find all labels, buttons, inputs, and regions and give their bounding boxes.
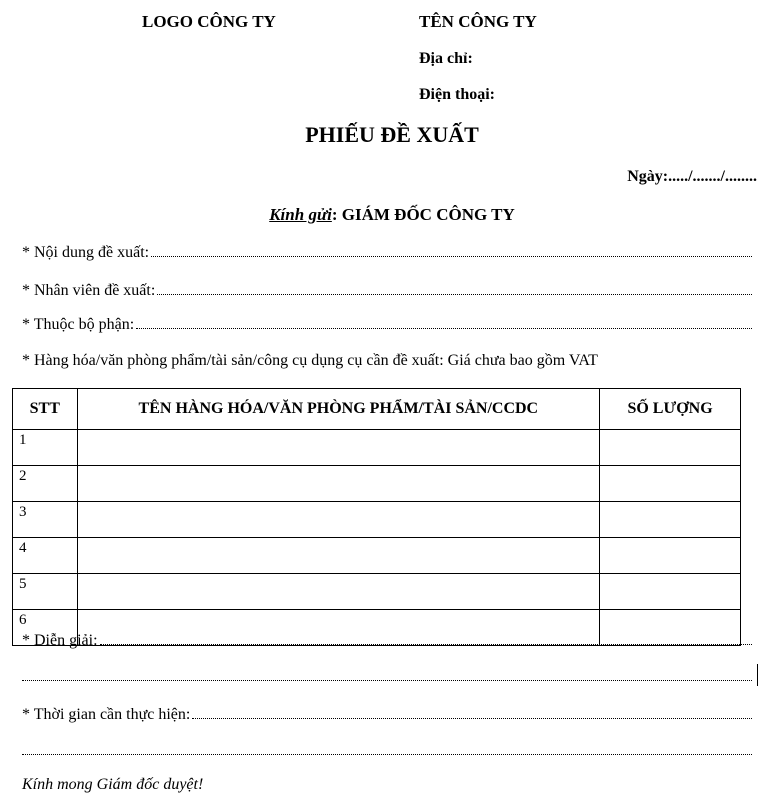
header-item-name: TÊN HÀNG HÓA/VĂN PHÒNG PHẨM/TÀI SẢN/CCDC — [77, 389, 600, 430]
row-number: 3 — [13, 502, 78, 538]
explanation-dotted-line[interactable] — [100, 632, 752, 645]
table-row — [13, 538, 741, 574]
department-field[interactable] — [22, 316, 752, 334]
table-row — [13, 466, 741, 502]
explanation-label: * Diễn giải: — [22, 632, 98, 649]
header-quantity: SỐ LƯỢNG — [600, 389, 741, 430]
items-table — [12, 388, 741, 646]
content-label: * Nội dung đề xuất: — [22, 244, 150, 261]
item-name-cell[interactable] — [77, 430, 600, 466]
salutation — [0, 205, 784, 225]
item-name-cell[interactable] — [77, 466, 600, 502]
quantity-cell[interactable] — [600, 430, 741, 466]
time-dotted-line-2[interactable] — [22, 742, 752, 755]
row-number: 5 — [13, 574, 78, 610]
time-field[interactable] — [22, 706, 752, 724]
employee-field[interactable] — [22, 282, 752, 300]
salutation-recipient: : GIÁM ĐỐC CÔNG TY — [331, 205, 515, 224]
content-dotted-line[interactable] — [151, 244, 752, 257]
quantity-cell[interactable] — [600, 538, 741, 574]
phone-label: Điện thoại: — [419, 86, 495, 103]
company-logo-placeholder: LOGO CÔNG TY — [142, 12, 276, 31]
row-number: 6 — [13, 610, 78, 646]
form-title: PHIẾU ĐỀ XUẤT — [305, 122, 479, 147]
explanation-dotted-line-2[interactable] — [22, 668, 752, 681]
goods-note: * Hàng hóa/văn phòng phẩm/tài sản/công cụ dụng cụ cần đề xuất: Giá chưa bao gồm VAT — [22, 352, 598, 369]
table-row — [13, 430, 741, 466]
table-row — [13, 502, 741, 538]
time-dotted-line[interactable] — [192, 706, 752, 719]
table-header-row — [13, 389, 741, 430]
row-number: 4 — [13, 538, 78, 574]
time-label: * Thời gian cần thực hiện: — [22, 706, 191, 723]
quantity-cell[interactable] — [600, 502, 741, 538]
row-number: 1 — [13, 430, 78, 466]
item-name-cell[interactable] — [77, 502, 600, 538]
item-name-cell[interactable] — [77, 538, 600, 574]
department-dotted-line[interactable] — [136, 316, 752, 329]
employee-dotted-line[interactable] — [157, 282, 752, 295]
quantity-cell[interactable] — [600, 466, 741, 502]
row-number: 2 — [13, 466, 78, 502]
content-field[interactable] — [22, 244, 752, 262]
employee-label: * Nhân viên đề xuất: — [22, 282, 156, 299]
department-label: * Thuộc bộ phận: — [22, 316, 135, 333]
address-label: Địa chỉ: — [419, 50, 473, 67]
text-cursor — [757, 664, 758, 686]
date-field[interactable]: Ngày:...../......./........ — [627, 168, 757, 185]
company-name: TÊN CÔNG TY — [419, 12, 537, 31]
item-name-cell[interactable] — [77, 574, 600, 610]
explanation-field[interactable] — [22, 632, 752, 650]
table-row — [13, 574, 741, 610]
header-stt: STT — [13, 389, 78, 430]
quantity-cell[interactable] — [600, 574, 741, 610]
salutation-prefix: Kính gửi — [269, 205, 332, 224]
closing-text: Kính mong Giám đốc duyệt! — [22, 776, 204, 793]
